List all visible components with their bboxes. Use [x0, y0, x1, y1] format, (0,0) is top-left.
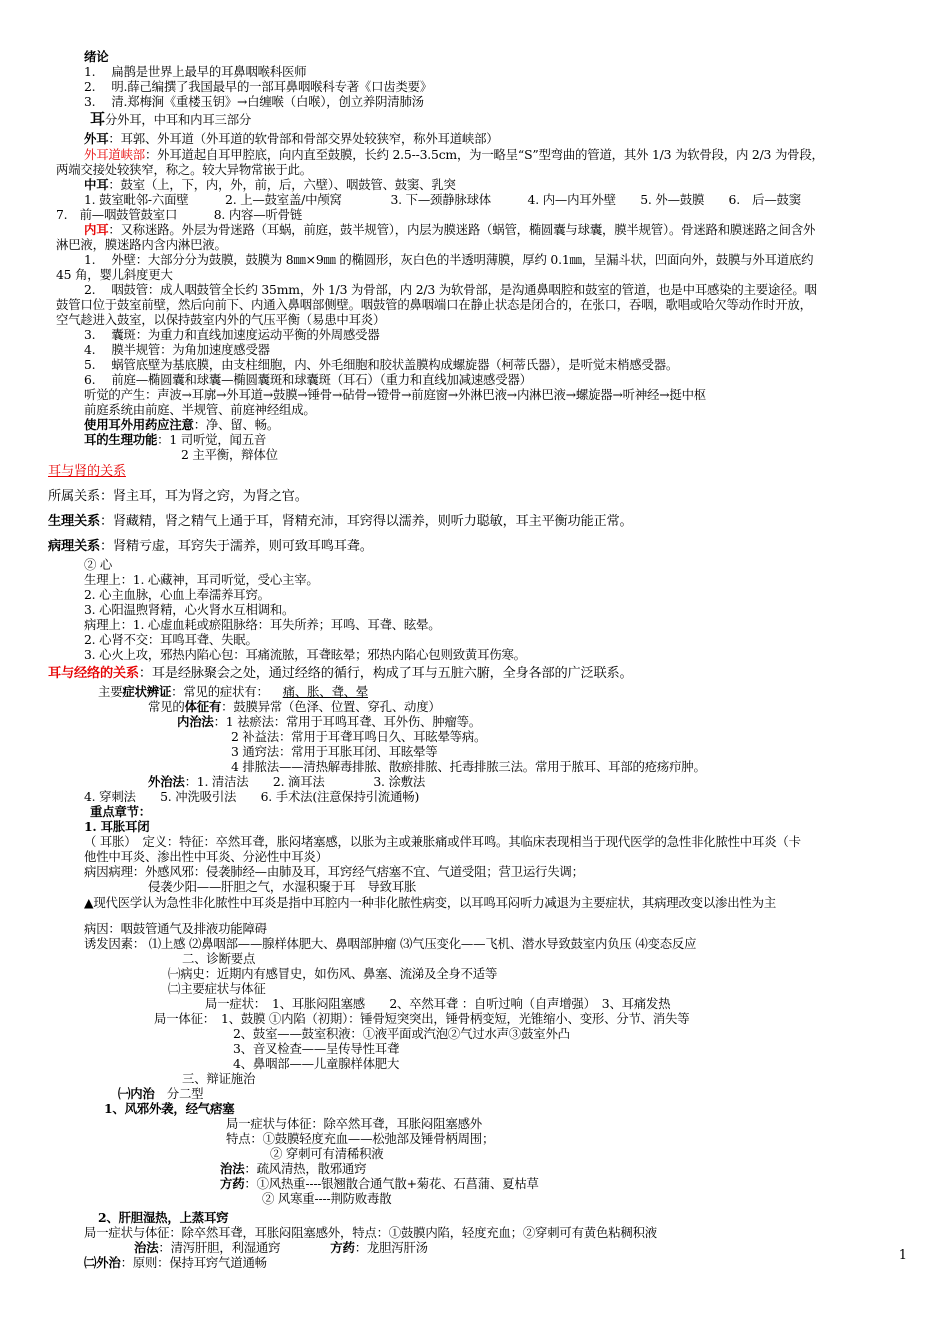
- external-label: 外治法: [148, 774, 185, 789]
- local-symptom: 局一症状： 1、耳胀闷阻塞感 2、卒然耳聋 ：自听过响（自声增强） 3、耳痛发热: [205, 996, 671, 1011]
- ear-item: 听觉的产生：声波→耳廓→外耳道→鼓膜→锤骨→砧骨→镫骨→前庭窗→外淋巴液→内淋巴液→螺旋器→听神经→挺中枢: [84, 387, 706, 402]
- middle-ear-line: [84, 177, 456, 192]
- heart-item: 病理上：1. 心虚血耗或瘀阻脉络：耳失所养；耳鸣、耳聋、眩晕。: [84, 617, 441, 632]
- inner-ear-line: [84, 222, 815, 237]
- ear-item: 鼓管口位于鼓室前壁，然后向前下、内通入鼻咽部侧壁。咽鼓管的鼻咽端口在静止状态是闭合的，在张口，吞咽，歌唱或哈欠等动作时开放，: [56, 297, 812, 312]
- sign-label: 体征有: [184, 699, 222, 714]
- tympanic-walls-2: 7. 前—咽鼓管鼓室口 8. 内容—听骨链: [56, 207, 303, 222]
- ear-item: 1. 外壁：大部分分为鼓膜，鼓膜为 8㎜×9㎜ 的椭圆形，灰白色的半透明薄膜，厚约 0.1㎜，呈漏斗状，凹面向外，鼓膜与外耳道底约: [84, 252, 814, 267]
- external-treat-text: ：原则：保持耳窍气道通畅: [120, 1255, 267, 1270]
- diag-title: 二、诊断要点: [182, 951, 256, 966]
- type2-drug-text: ：龙胆泻肝汤: [354, 1240, 428, 1255]
- ear-item: 3. 囊斑：为重力和直线加速度运动平衡的外周感受器: [84, 327, 380, 342]
- sign-prefix: 常见的: [148, 699, 185, 714]
- ear-item: 5. 蜗管底壁为基底膜，由支柱细胞，内、外毛细胞和胶状盖膜构成螺旋器（柯蒂氏器），是听觉末梢感受器。: [84, 357, 679, 372]
- inner-ear-text: ：又称迷路。外层为骨迷路（耳蜗，前庭，鼓半规管），内层为膜迷路（蜗管，椭圆囊与球囊，膜半规管）。骨迷路和膜迷路之间含外: [108, 222, 816, 237]
- key-definition-2: 他性中耳炎、渗出性中耳炎、分泌性中耳炎）: [84, 849, 328, 864]
- diag-symptoms: ㈡主要症状与体征: [168, 981, 266, 996]
- ear-item: 45 角，婴儿斜度更大: [56, 267, 173, 282]
- outer-ear-line: [84, 131, 499, 146]
- ear-item: 6. 前庭—椭圆囊和球囊—椭圆囊斑和球囊斑（耳石）（重力和直线加减速感受器）: [84, 372, 532, 387]
- page-number: 1: [898, 1248, 907, 1263]
- key-cause-1: 病因病理：外感风邪：侵袭肺经—由肺及耳，耳窍经气痞塞不宜、气道受阻；营卫运行失调；: [84, 864, 584, 879]
- heart-item: 3. 心火上攻，邪热内陷心包：耳痛流脓，耳聋眩晕；邪热内陷心包则致黄耳伤寒。: [84, 647, 526, 662]
- type1-title: 1、风邪外袭，经气痞塞: [104, 1101, 235, 1116]
- external-treat-label: ㈡外治: [84, 1255, 121, 1270]
- kidney-phys-label: 生理关系: [48, 514, 100, 529]
- key-heading: [90, 804, 151, 819]
- key-modern-note: ▲现代医学认为急性非化脓性中耳炎是指中耳腔内一种非化脓性病变，以耳鸣耳闷听力减退为主要症状，其病理改变以渗出性为主: [84, 895, 777, 910]
- internal-item: 2 补益法：常用于耳聋耳鸣日久、耳眩晕等病。: [231, 729, 487, 744]
- ear-function-line: [84, 432, 266, 447]
- external-line: [148, 774, 425, 789]
- key-definition-1: （ 耳胀） 定义：特征：卒然耳聋，胀闷堵塞感，以胀为主或兼胀痛或伴耳鸣。其临床表现相当于现代医学的急性非化脓性中耳炎（卡: [84, 834, 801, 849]
- drug-note-line: [84, 417, 279, 432]
- symptom-label: 症状辨证: [122, 684, 172, 699]
- internal-item: 3 通窍法：常用于耳胀耳闭、耳眩晕等: [231, 744, 438, 759]
- external-1: ：1. 清洁法 2. 滴耳法 3. 涂敷法: [184, 774, 426, 789]
- type1-local: 局一症状与体征：除卒然耳聋，耳胀闷阻塞感外: [226, 1116, 483, 1131]
- type1-method-label: 治法: [220, 1161, 245, 1176]
- treat-title: 三、辩证施治: [182, 1071, 256, 1086]
- type2-treat-line: [134, 1240, 428, 1255]
- key-inducing: 诱发因素： ⑴上感 ⑵鼻咽部——腺样体肥大、鼻咽部肿瘤 ⑶气压变化——飞机、潜水导致鼓室内负压 ⑷变态反应: [84, 936, 697, 951]
- ear-title: [90, 112, 251, 127]
- ear-function-1: ：1 司听觉，闻五音: [157, 432, 267, 447]
- type2-method-label: 治法: [134, 1240, 159, 1255]
- sign-text: ：鼓膜异常（色泽、位置、穿孔、动度）: [221, 699, 441, 714]
- intro-heading: 绪论: [84, 49, 109, 64]
- type1-drug-2: ② 风寒重----荆防败毒散: [262, 1191, 392, 1206]
- ear-item: 前庭系统由前庭、半规管、前庭神经组成。: [84, 402, 316, 417]
- type1-drug-1: ：①风热重----银翘散合通气散+菊花、石菖蒲、夏枯草: [244, 1176, 539, 1191]
- internal-treat-label: ㈠内治: [118, 1086, 155, 1101]
- local-sign: 4、鼻咽部——儿童腺样体肥大: [233, 1056, 400, 1071]
- internal-item: ：1 祛瘀法：常用于耳鸣耳聋、耳外伤、肿瘤等。: [213, 714, 482, 729]
- type1-feature: 特点：①鼓膜轻度充血——松弛部及锤骨柄周围；: [226, 1131, 495, 1146]
- heart-item: 3. 心阳温煦肾精，心火肾水互相调和。: [84, 602, 295, 617]
- outer-ear-label: 外耳: [84, 131, 109, 146]
- type2-local: 局一症状与体征：除卒然耳聋，耳胀闷阻塞感外，特点：①鼓膜内陷，轻度充血；②穿刺可有黄色粘稠积液: [84, 1225, 657, 1240]
- meridian-line: [48, 666, 632, 681]
- external-2: 4. 穿刺法 5. 冲洗吸引法 6. 手术法(注意保持引流通畅): [84, 789, 420, 804]
- inner-ear-text-2: 淋巴液，膜迷路内含内淋巴液。: [56, 237, 227, 252]
- local-sign: 3、音叉检查——呈传导性耳聋: [233, 1041, 400, 1056]
- local-sign: 2、鼓室——鼓室积液：①液平面或汽泡②气过水声③鼓室外凸: [233, 1026, 570, 1041]
- type1-method-line: [220, 1161, 366, 1176]
- internal-treat-line: [118, 1086, 203, 1101]
- symptom-prefix: 主要: [98, 684, 123, 699]
- internal-item: 4 排脓法——清热解毒排脓、散瘀排脓、托毒排脓三法。常用于脓耳、耳部的疮疡疖肿。: [231, 759, 706, 774]
- type2-title: 2、肝胆湿热，上蒸耳窍: [98, 1210, 229, 1225]
- sign-line: [148, 699, 441, 714]
- ear-item: 空气趁进入鼓室，以保持鼓室内外的气压平衡（易患中耳炎）: [56, 312, 386, 327]
- internal-treat-text: 分二型: [154, 1086, 204, 1101]
- drug-note-text: ：净、留、畅。: [193, 417, 280, 432]
- middle-ear-label: 中耳: [84, 177, 109, 192]
- type1-drug-label: 方药: [220, 1176, 245, 1191]
- type1-drug-line: [220, 1176, 539, 1191]
- outer-ear-text: ：耳郭、外耳道（外耳道的软骨部和骨部交界处较狭窄，称外耳道峡部）: [108, 131, 499, 146]
- ear-item: 2. 咽鼓管：成人咽鼓管全长约 35mm，外 1/3 为骨部，内 2/3 为软骨部，是沟通鼻咽腔和鼓室的管道，也是中耳感染的主要途径。咽: [84, 282, 817, 297]
- kidney-phys-line: [48, 514, 632, 529]
- middle-ear-text: ：鼓室（上，下，内，外，前，后，六壁）、咽鼓管、鼓窦、乳突: [108, 177, 456, 192]
- isthmus-line: [84, 147, 824, 162]
- external-treat-line: [84, 1255, 267, 1270]
- kidney-phys-text: ：肾藏精，肾之精气上通于耳，肾精充沛，耳窍得以濡养，则听力聪敏，耳主平衡功能正常。: [99, 514, 633, 529]
- internal-line: [177, 714, 481, 729]
- heart-item: 生理上：1. 心藏神，耳司听觉，受心主宰。: [84, 572, 319, 587]
- meridian-text: ：耳是经脉聚会之处，通过经络的循行，构成了耳与五脏六腑，全身各部的广泛联系。: [138, 666, 633, 681]
- isthmus-label: 外耳道峡部: [84, 147, 145, 162]
- drug-note-label: 使用耳外用药应注意: [84, 417, 194, 432]
- ear-title-char: 耳: [90, 110, 105, 128]
- intro-item: 1. 扁鹊是世界上最早的耳鼻咽喉科医师: [84, 64, 307, 79]
- type1-method-text: ：疏风清热，散邪通窍: [244, 1161, 367, 1176]
- type2-method-text: ：清泻肝胆，利湿通窍: [158, 1240, 281, 1255]
- ear-function-2: 2 主平衡，辩体位: [181, 447, 278, 462]
- symptom-list: 痛、胀、聋、晕: [282, 684, 369, 699]
- symptom-line: [98, 684, 368, 699]
- isthmus-text: ：外耳道起自耳甲腔底，向内直至鼓膜，长约 2.5--3.5cm，为一略呈“S”型弯曲的管道，其外 1/3 为软骨段，内 2/3 为骨段，: [144, 147, 824, 162]
- key-heading-text: 重点章节: [90, 804, 139, 819]
- ear-item: 4. 膜半规管：为角加速度感受器: [84, 342, 270, 357]
- inner-ear-label: 内耳: [84, 222, 109, 237]
- internal-label: 内治法: [177, 714, 214, 729]
- meridian-label: 耳与经络的关系: [48, 666, 139, 681]
- type1-feature: ② 穿刺可有清稀积液: [270, 1146, 384, 1161]
- key-subtitle: 1. 耳胀耳闭: [84, 819, 150, 834]
- diag-history: ㈠病史：近期内有感冒史，如伤风、鼻塞、流涕及全身不适等: [168, 966, 498, 981]
- key-cause-2: 侵袭少阳——肝胆之气，水湿积聚于耳 导致耳胀: [148, 879, 417, 894]
- kidney-heading: 耳与肾的关系: [48, 464, 126, 479]
- ear-function-label: 耳的生理功能: [84, 432, 158, 447]
- kidney-path-text: ：肾精亏虚，耳窍失于濡养，则可致耳鸣耳聋。: [99, 539, 373, 554]
- key-heading-colon: ：: [138, 804, 151, 819]
- key-cause-3: 病因：咽鼓管通气及排液功能障碍: [84, 921, 267, 936]
- kidney-path-label: 病理关系: [48, 539, 100, 554]
- local-sign: 局一体征： 1、鼓膜 ①内陷（初期）：锤骨短突突出，锤骨柄变短，光锥缩小、变形、分节、消失等: [154, 1011, 690, 1026]
- heart-item: 2. 心肾不交：耳鸣耳聋、失眠。: [84, 632, 258, 647]
- intro-item: 2. 明.薛己编撰了我国最早的一部耳鼻咽喉科专著《口齿类要》: [84, 79, 433, 94]
- ear-title-rest: 分外耳，中耳和内耳三部分: [104, 112, 252, 127]
- tympanic-walls-1: 1. 鼓室毗邻-六面壁 2. 上—鼓室盖/中颅窝 3. 下—颈静脉球体 4. 内—内耳外壁 5. 外—鼓膜 6. 后—鼓窦: [84, 192, 801, 207]
- isthmus-text-2: 两端交接处较狭窄，称之。较大异物常嵌于此。: [56, 162, 313, 177]
- symptom-text: ：常见的症状有：: [171, 684, 269, 699]
- heart-item: 2. 心主血脉，心血上奉濡养耳窍。: [84, 587, 270, 602]
- intro-item: 3. 清.郑梅涧《重楼玉钥》→白缠喉（白喉），创立养阴清肺汤: [84, 94, 424, 109]
- type2-drug-label: 方药: [330, 1240, 355, 1255]
- kidney-relation: 所属关系：肾主耳，耳为肾之窍，为肾之官。: [48, 489, 308, 504]
- kidney-path-line: [48, 539, 373, 554]
- heart-item: ② 心: [84, 557, 113, 572]
